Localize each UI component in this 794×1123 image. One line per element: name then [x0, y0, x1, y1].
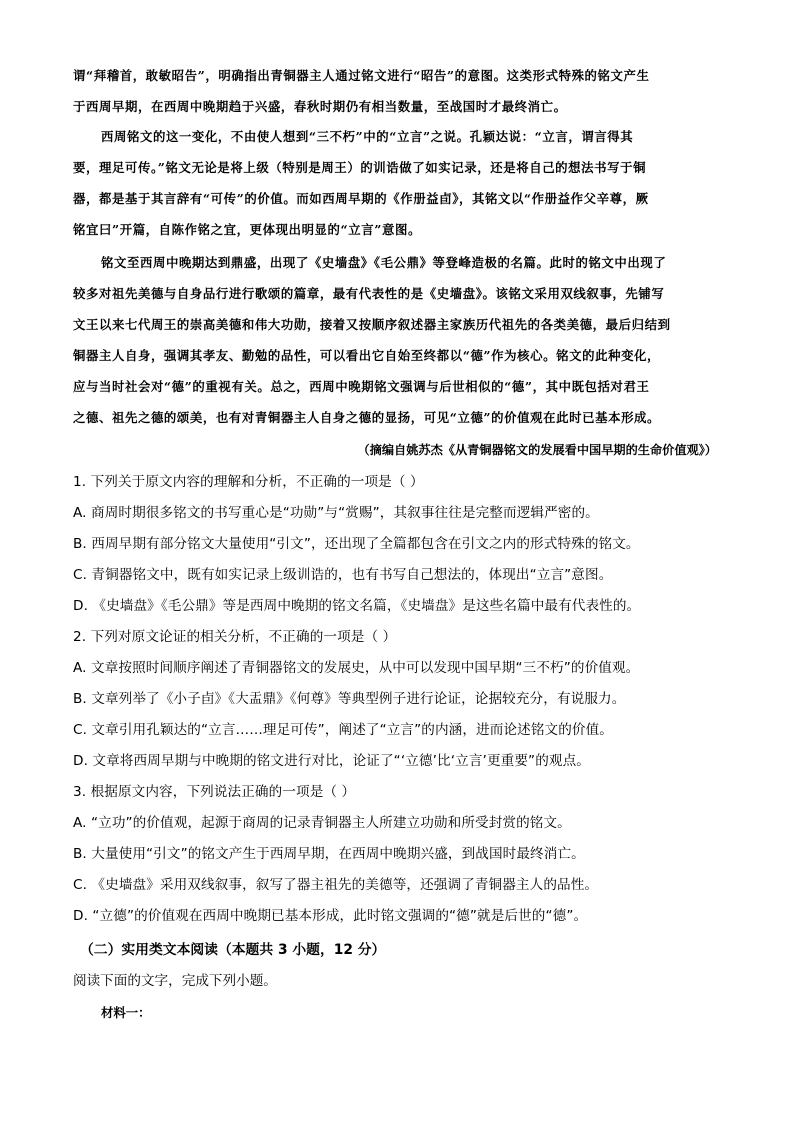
passage-line: 较多对祖先美德与自身品行进行歌颂的篇章，最有代表性的是《史墙盘》。该铭文采用双线叙事，先铺写 — [73, 286, 665, 301]
question-3-option-b: B. 大量使用“引文”的铭文产生于西周早期，在西周中晚期兴盛，到战国时最终消亡。 — [73, 846, 585, 862]
passage-line: 谓“拜稽首，敢敏昭告”，明确指出青铜器主人通过铭文进行“昭告”的意图。这类形式特殊的铭文产生 — [73, 68, 650, 83]
question-1-option-b: B. 西周早期有部分铭文大量使用“引文”，还出现了全篇都包含在引文之内的形式特殊的铭文。 — [73, 536, 640, 552]
passage-line: 文王以来七代周王的崇高美德和伟大功勋，接着又按顺序叙述器主家族历代祖先的各类美德，最后归结到 — [73, 317, 671, 332]
section-instruction: 阅读下面的文字，完成下列小题。 — [73, 973, 277, 989]
passage-line: 铭宜曰”开篇，自陈作铭之宜，更体现出明显的“立言”意图。 — [73, 222, 421, 237]
passage-line: 要，理足可传。”铭文无论是将上级（特别是周王）的训诰做了如实记录，还是将自己的想法书写于铜 — [73, 160, 647, 175]
section-title: （二）实用类文本阅读（本题共 3 小题，12 分） — [80, 942, 386, 958]
question-1-option-c: C. 青铜器铭文中，既有如实记录上级训诰的，也有书写自己想法的，体现出“立言”意图。 — [73, 567, 613, 583]
passage-line: 应与当时社会对“德”的重视有关。总之，西周中晚期铭文强调与后世相似的“德”，其中既包括对君王 — [73, 379, 650, 394]
passage-line: 铭文至西周中晚期达到鼎盛，出现了《史墙盘》《毛公鼎》等登峰造极的名篇。此时的铭文中出现了 — [101, 255, 667, 270]
question-2-option-b: B. 文章列举了《小子卣》《大盂鼎》《何尊》等典型例子进行论证，论据较充分，有说服力。 — [73, 691, 626, 707]
question-1-option-d: D. 《史墙盘》《毛公鼎》等是西周中晚期的铭文名篇，《史墙盘》是这些名篇中最有代表性的。 — [73, 598, 641, 614]
question-3-option-c: C. 《史墙盘》采用双线叙事，叙写了器主祖先的美德等，还强调了青铜器主人的品性。 — [73, 877, 599, 893]
passage-source: （摘编自姚苏杰《从青铜器铭文的发展看中国早期的生命价值观》） — [357, 443, 717, 457]
passage-line: 器，都是基于其言辞有“可传”的价值。而如西周早期的《作册益卣》，其铭文以“作册益作父辛尊，厥 — [73, 191, 649, 206]
passage-line: 之德、祖先之德的颂美，也有对青铜器主人自身之德的显扬，可见“立德”的价值观在此时已基本形成。 — [73, 410, 661, 425]
question-2-stem: 2. 下列对原文论证的相关分析，不正确的一项是（ ） — [73, 629, 397, 645]
question-3-option-d: D. “立德”的价值观在西周中晚期已基本形成，此时铭文强调的“德”就是后世的“德”。 — [73, 908, 588, 924]
passage-line: 铜器主人自身，强调其孝友、勤勉的品性，可以看出它自始至终都以“德”作为核心。铭文的此种变化， — [73, 348, 661, 363]
question-3-option-a: A. “立功”的价值观，起源于商周的记录青铜器主人所建立功勋和所受封赏的铭文。 — [73, 815, 571, 831]
question-2-option-d: D. 文章将西周早期与中晚期的铭文进行对比，论证了“‘立德’比‘立言’更重要”的观点。 — [73, 753, 590, 769]
passage-line: 于西周早期，在西周中晚期趋于兴盛，春秋时期仍有相当数量，至战国时才最终消亡。 — [73, 99, 567, 114]
question-2-option-a: A. 文章按照时间顺序阐述了青铜器铭文的发展史，从中可以发现中国早期“三不朽”的价值观。 — [73, 660, 640, 676]
question-3-stem: 3. 根据原文内容，下列说法正确的一项是（ ） — [73, 784, 356, 800]
material-label: 材料一： — [101, 1005, 151, 1020]
question-1-option-a: A. 商周时期很多铭文的书写重心是“功勋”与“赏赐”，其叙事往往是完整而逻辑严密的。 — [73, 505, 599, 521]
question-1-stem: 1. 下列关于原文内容的理解和分析，不正确的一项是（ ） — [73, 474, 424, 490]
passage-line: 西周铭文的这一变化，不由使人想到“三不朽”中的“立言”之说。孔颖达说：“立言，谓言得其 — [101, 129, 634, 144]
question-2-option-c: C. 文章引用孔颖达的“立言……理足可传”，阐述了“立言”的内涵，进而论述铭文的价值。 — [73, 722, 613, 738]
